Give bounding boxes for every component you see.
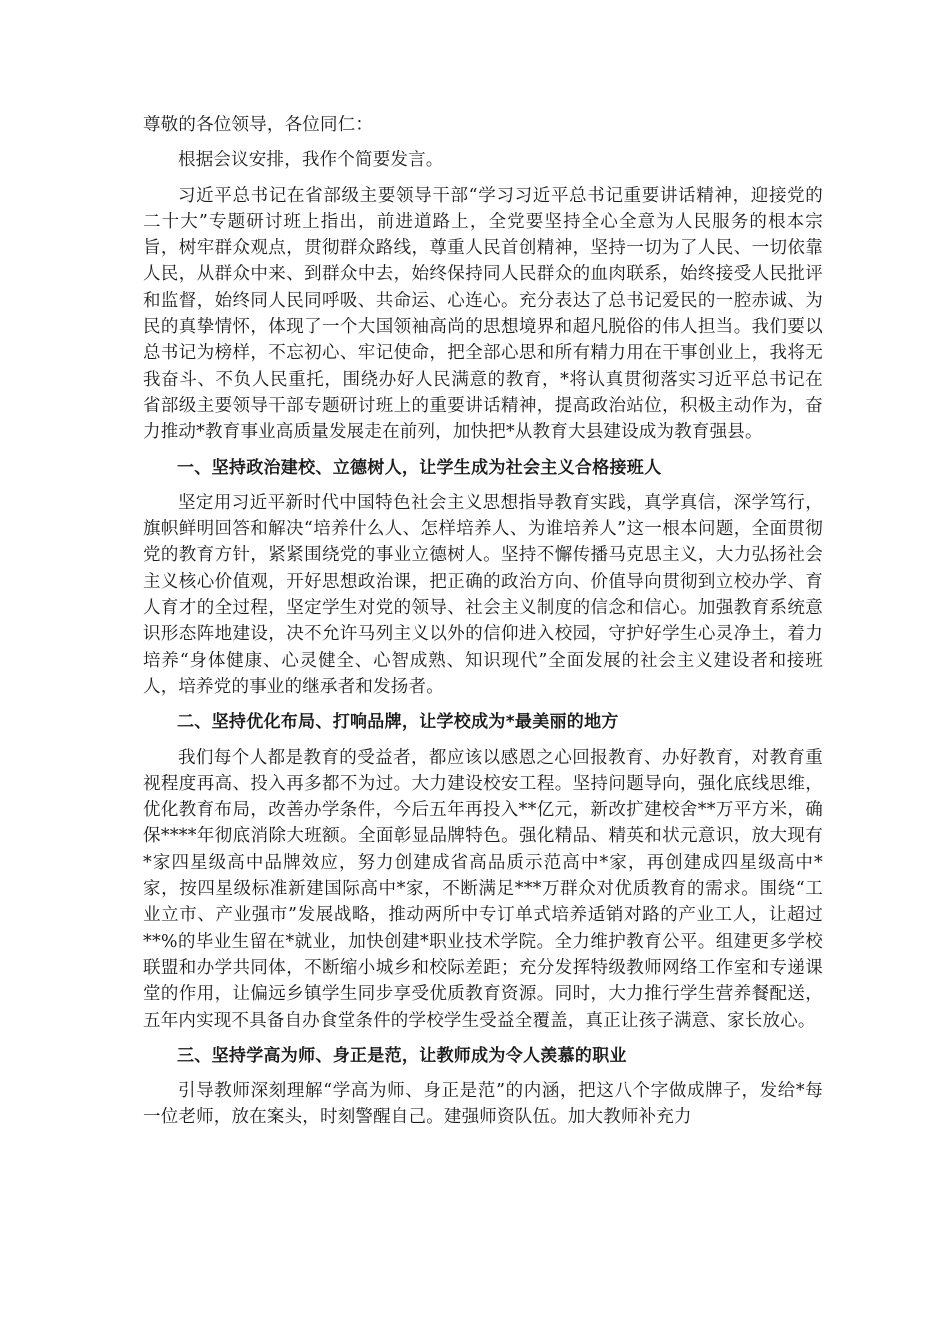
section-heading-2: 二、坚持优化布局、打响品牌，让学校成为*最美丽的地方 bbox=[177, 712, 619, 733]
section-body-3: 引导教师深刻理解“学高为师、身正是范”的内涵，把这八个字做成牌子，发给*每一位老师，放在案头，时刻警醒自己。建强师资队伍。加大教师补充力 bbox=[143, 1081, 823, 1128]
opening-paragraph: 习近平总书记在省部级主要领导干部“学习习近平总书记重要讲话精神，迎接党的二十大”专题研讨班上指出，前进道路上，全党要坚持全心全意为人民服务的根本宗旨，树牢群众观点，贯彻群众路线，尊重人民首创精神，坚持一切为了人民、一切依靠人民，从群众中来、到群众中去，始终保持同人民群众的血肉联系，始终接受人民批评和监督，始终同人民同呼吸、共命运、心连心。充分表达了总书记爱民的一腔赤诚、为民的真挚情怀，体现了一个大国领袖高尚的思想境界和超凡脱俗的伟人担当。我们要以总书记为榜样，不忘初心、牢记使命，把全部心思和所有精力用在干事创业上，我将无我奋斗、不负人民重托，围绕办好人民满意的教育，*将认真贯彻落实习近平总书记在省部级主要领导干部专题研讨班上的重要讲话精神，提高政治站位，积极主动作为，奋力推动*教育事业高质量发展走在前列，加快把*从教育大县建设成为教育强县。 bbox=[143, 185, 823, 443]
document-body bbox=[143, 112, 823, 1140]
salutation: 尊敬的各位领导，各位同仁： bbox=[143, 115, 374, 135]
section-heading-1: 一、坚持政治建校、立德树人，让学生成为社会主义合格接班人 bbox=[177, 457, 662, 478]
intro-paragraph: 根据会议安排，我作个简要发言。 bbox=[178, 150, 444, 171]
section-body-1: 坚定用习近平新时代中国特色社会主义思想指导教育实践，真学真信，深学笃行，旗帜鲜明回答和解决“培养什么人、怎样培养人、为谁培养人”这一根本问题，全面贯彻党的教育方针，紧紧围绕党的事业立德树人。坚持不懈传播马克思主义，大力弘扬社会主义核心价值观，开好思想政治课，把正确的政治方向、价值导向贯彻到立校办学、育人育才的全过程，坚定学生对党的领导、社会主义制度的信念和信心。加强教育系统意识形态阵地建设，决不允许马列主义以外的信仰进入校园，守护好学生心灵净土，着力培养“身体健康、心灵健全、心智成熟、知识现代”全面发展的社会主义建设者和接班人，培养党的事业的继承者和发扬者。 bbox=[143, 492, 823, 697]
section-body-2: 我们每个人都是教育的受益者，都应该以感恩之心回报教育、办好教育，对教育重视程度再高、投入再多都不为过。大力建设校安工程。坚持问题导向，强化底线思维，优化教育布局，改善办学条件，今后五年再投入**亿元，新改扩建校舍**万平方米，确保****年彻底消除大班额。全面彰显品牌特色。强化精品、精英和状元意识，放大现有*家四星级高中品牌效应，努力创建成省高品质示范高中*家，再创建成四星级高中*家，按四星级标准新建国际高中*家，不断满足***万群众对优质教育的需求。围绕“工业立市、产业强市”发展战略，推动两所中专订单式培养适销对路的产业工人，让超过**%的毕业生留在*就业，加快创建*职业技术学院。全力维护教育公平。组建更多学校联盟和办学共同体，不断缩小城乡和校际差距；充分发挥特级教师网络工作室和专递课堂的作用，让偏远乡镇学生同步享受优质教育资源。同时，大力推行学生营养餐配送，五年内实现不具备自办食堂条件的学校学生受益全覆盖，真正让孩子满意、家长放心。 bbox=[143, 747, 823, 1031]
section-heading-3: 三、坚持学高为师、身正是范，让教师成为令人羡慕的职业 bbox=[177, 1045, 627, 1066]
